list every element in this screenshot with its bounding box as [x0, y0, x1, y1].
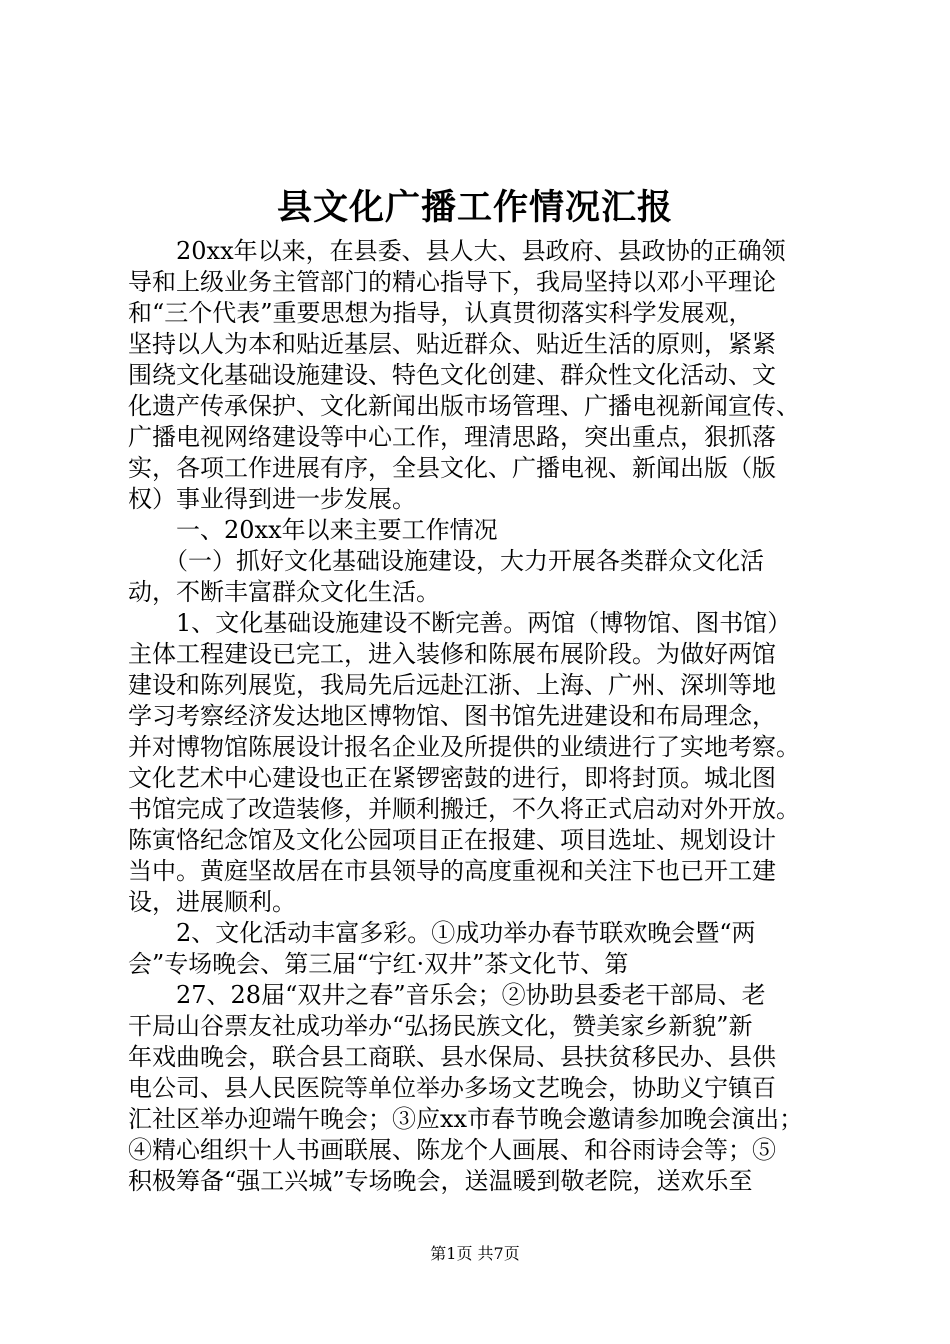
body-text-line: 干局山谷票友社成功举办“弘扬民族文化，赞美家乡新貌”新: [128, 1012, 753, 1040]
body-text-line: 并对博物馆陈展设计报名企业及所提供的业绩进行了实地考察。: [128, 733, 800, 761]
body-text-line: ④精心组织十人书画联展、陈龙个人画展、和谷雨诗会等；⑤: [128, 1136, 776, 1164]
body-text-line: 会”专场晚会、第三届“宁红·双井”茶文化节、第: [128, 950, 629, 978]
body-text-line: 实，各项工作进展有序，全县文化、广播电视、新闻出版（版: [128, 454, 776, 482]
page-footer: 第1页 共7页: [430, 1244, 520, 1263]
document-title: 县文化广播工作情况汇报: [276, 187, 673, 228]
body-text-line: 年戏曲晚会，联合县工商联、县水保局、县扶贫移民办、县供: [128, 1043, 776, 1071]
body-text-line: 一、20xx年以来主要工作情况: [128, 516, 498, 544]
body-text-line: 化遗产传承保护、文化新闻出版市场管理、广播电视新闻宣传、: [128, 392, 800, 420]
body-text-line: 围绕文化基础设施建设、特色文化创建、群众性文化活动、文: [128, 361, 776, 389]
body-text-line: 文化艺术中心建设也正在紧锣密鼓的进行，即将封顶。城北图: [128, 764, 776, 792]
body-text-line: 20xx年以来，在县委、县人大、县政府、县政协的正确领: [128, 237, 786, 265]
body-text-line: 设，进展顺利。: [128, 888, 296, 916]
body-text-line: 当中。黄庭坚故居在市县领导的高度重视和关注下也已开工建: [128, 857, 776, 885]
body-text-line: 2、文化活动丰富多彩。①成功举办春节联欢晚会暨“两: [128, 919, 756, 947]
body-text-line: 主体工程建设已完工，进入装修和陈展布展阶段。为做好两馆: [128, 640, 776, 668]
body-text-line: 动，不断丰富群众文化生活。: [128, 578, 440, 606]
body-text-line: 积极筹备“强工兴城”专场晚会，送温暖到敬老院，送欢乐至: [128, 1167, 753, 1195]
body-text-line: 汇社区举办迎端午晚会；③应xx市春节晚会邀请参加晚会演出；: [128, 1105, 804, 1133]
body-text-line: 陈寅恪纪念馆及文化公园项目正在报建、项目选址、规划设计: [128, 826, 776, 854]
body-text-line: 权）事业得到进一步发展。: [128, 485, 416, 513]
document-body: [128, 236, 858, 1197]
body-text-line: 广播电视网络建设等中心工作，理清思路，突出重点，狠抓落: [128, 423, 776, 451]
body-text-line: 书馆完成了改造装修，并顺利搬迁，不久将正式启动对外开放。: [128, 795, 800, 823]
body-text-line: 1、文化基础设施建设不断完善。两馆（博物馆、图书馆）: [128, 609, 792, 637]
body-text-line: 和“三个代表”重要思想为指导，认真贯彻落实科学发展观，: [128, 299, 753, 327]
body-text-line: 电公司、县人民医院等单位举办多场文艺晚会，协助义宁镇百: [128, 1074, 776, 1102]
body-text-line: 学习考察经济发达地区博物馆、图书馆先进建设和布局理念，: [128, 702, 776, 730]
body-text-line: 27、28届“双井之春”音乐会；②协助县委老干部局、老: [128, 981, 766, 1009]
body-text-line: （一）抓好文化基础设施建设，大力开展各类群众文化活: [128, 547, 764, 575]
body-text-line: 坚持以人为本和贴近基层、贴近群众、贴近生活的原则，紧紧: [128, 330, 776, 358]
body-text-line: 导和上级业务主管部门的精心指导下，我局坚持以邓小平理论: [128, 268, 776, 296]
body-text-line: 建设和陈列展览，我局先后远赴江浙、上海、广州、深圳等地: [128, 671, 776, 699]
